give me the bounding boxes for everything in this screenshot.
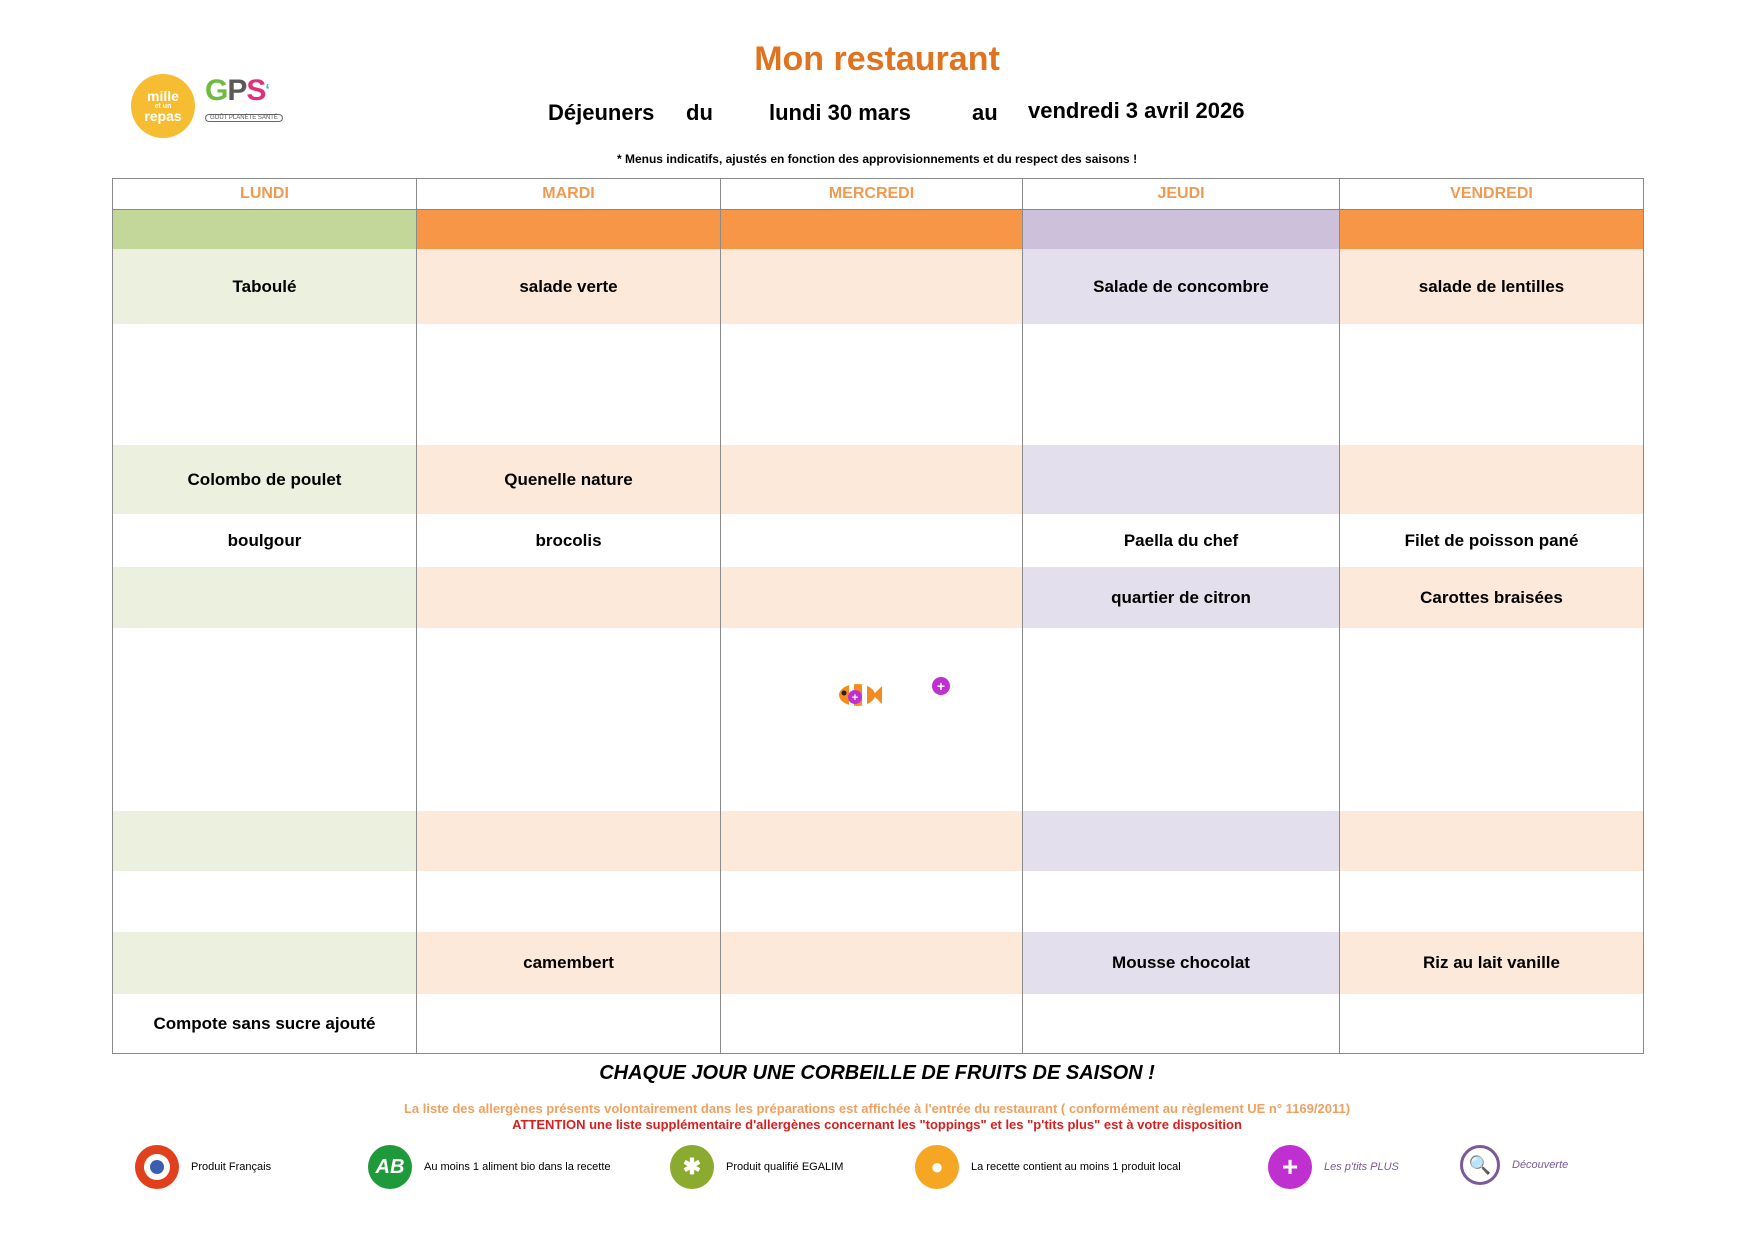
day-color-band [1340,210,1644,250]
menu-cell [113,324,417,445]
gps-logo-subtitle: GOÛT PLANÈTE SANTÉ [205,114,283,122]
legend-label: Les p'tits PLUS [1324,1161,1399,1173]
allergens-notice: La liste des allergènes présents volontairement dans les préparations est affichée à l'entrée du restaurant ( conformément au règlement UE n° 1169/2011) [403,1101,1351,1116]
menu-cell: brocolis [417,514,721,567]
day-color-band [721,210,1023,250]
menu-cell: camembert [417,932,721,994]
menu-cell [1023,628,1340,811]
menu-cell [417,567,721,628]
menu-cell [721,994,1023,1054]
menu-cell: salade verte [417,249,721,324]
menu-cell [721,567,1023,628]
menu-cell [417,811,721,871]
menu-cell: Compote sans sucre ajouté [113,994,417,1054]
logo-text: mille [147,87,179,104]
start-date: lundi 30 mars [769,100,911,125]
legend-item [368,1145,611,1189]
menu-row [113,628,1644,811]
menu-cell [1340,811,1644,871]
menu-cell [721,871,1023,932]
menu-cell: Colombo de poulet [113,445,417,514]
menu-cell [1340,994,1644,1054]
menu-cell [1340,445,1644,514]
ptits-plus-icon: + [1268,1145,1312,1189]
legend-item [915,1145,1181,1189]
day-header-mercredi: MERCREDI [721,179,1023,210]
menu-cell [417,871,721,932]
menu-cell [721,932,1023,994]
menu-row [113,871,1644,932]
menu-row [113,249,1644,324]
menu-cell [1023,994,1340,1054]
day-header-mardi: MARDI [417,179,721,210]
menu-cell [721,514,1023,567]
legend-item [1268,1145,1399,1189]
au-label: au [972,100,998,125]
menu-cell: Paella du chef [1023,514,1340,567]
menu-cell: Mousse chocolat [1023,932,1340,994]
menu-note: * Menus indicatifs, ajustés en fonction des approvisionnements et du respect des saisons ! [616,152,1138,166]
day-color-band [1023,210,1340,250]
legend-item [670,1145,843,1189]
menu-cell [113,628,417,811]
menu-cell [721,628,1023,811]
du-label: du [686,100,713,125]
day-color-band [113,210,417,250]
legend-label: La recette contient au moins 1 produit local [971,1161,1181,1173]
menu-cell [721,445,1023,514]
discovery-icon: 🔍 [1460,1145,1500,1185]
menu-cell [1023,324,1340,445]
legend-label: Au moins 1 aliment bio dans la recette [424,1161,611,1173]
menu-cell: Salade de concombre [1023,249,1340,324]
menu-row [113,811,1644,871]
end-date: vendredi 3 avril 2026 [1028,98,1245,123]
day-color-band [417,210,721,250]
dejeuners-label: Déjeuners [548,100,655,125]
menu-cell: quartier de citron [1023,567,1340,628]
fruits-banner: CHAQUE JOUR UNE CORBEILLE DE FRUITS DE SAISON ! [599,1062,1155,1084]
menu-cell [1340,324,1644,445]
day-header-jeudi: JEUDI [1023,179,1340,210]
weekly-menu-table [112,178,1644,1054]
clownfish-icon [835,680,883,710]
legend-label: Découverte [1512,1159,1569,1171]
menu-row [113,932,1644,994]
egalim-icon: ✱ [670,1145,714,1189]
mille-et-un-repas-logo [131,74,195,138]
organic-ab-icon: AB [368,1145,412,1189]
menu-row [113,445,1644,514]
menu-row [113,324,1644,445]
menu-cell [721,324,1023,445]
local-pin-icon: ● [915,1145,959,1189]
legend-item [1460,1145,1568,1185]
menu-cell [113,932,417,994]
logo-text: et un [154,102,172,110]
menu-cell: Riz au lait vanille [1340,932,1644,994]
menu-cell [721,811,1023,871]
menu-cell [417,628,721,811]
day-header-lundi: LUNDI [113,179,417,210]
menu-row [113,514,1644,567]
svg-text:+: + [851,692,859,704]
legend-item [135,1145,271,1189]
menu-cell [1023,811,1340,871]
menu-cell [1340,628,1644,811]
menu-cell: boulgour [113,514,417,567]
menu-cell [113,811,417,871]
menu-cell [113,567,417,628]
menu-cell [1340,871,1644,932]
menu-cell: salade de lentilles [1340,249,1644,324]
menu-cell [417,994,721,1054]
menu-cell: Quenelle nature [417,445,721,514]
legend-label: Produit Français [191,1161,272,1173]
menu-cell [721,249,1023,324]
day-header-vendredi: VENDREDI [1340,179,1644,210]
menu-cell [113,871,417,932]
french-product-icon [135,1145,179,1189]
menu-row [113,994,1644,1054]
menu-cell: Carottes braisées [1340,567,1644,628]
menu-cell [1023,871,1340,932]
gps-logo [205,76,290,128]
allergens-warning: ATTENTION une liste supplémentaire d'allergènes concernant les "toppings" et les "p'tits plus" est à votre disposition [512,1117,1242,1132]
page-title: Mon restaurant [754,40,1000,78]
logo-text: repas [144,107,182,124]
menu-row [113,567,1644,628]
gps-logo-text: GPS‘ [205,74,269,107]
menu-cell [417,324,721,445]
menu-cell [1023,445,1340,514]
menu-cell: Taboulé [113,249,417,324]
legend-label: Produit qualifié EGALIM [726,1161,844,1173]
ptits-plus-icon: + [932,677,950,695]
menu-cell: Filet de poisson pané [1340,514,1644,567]
